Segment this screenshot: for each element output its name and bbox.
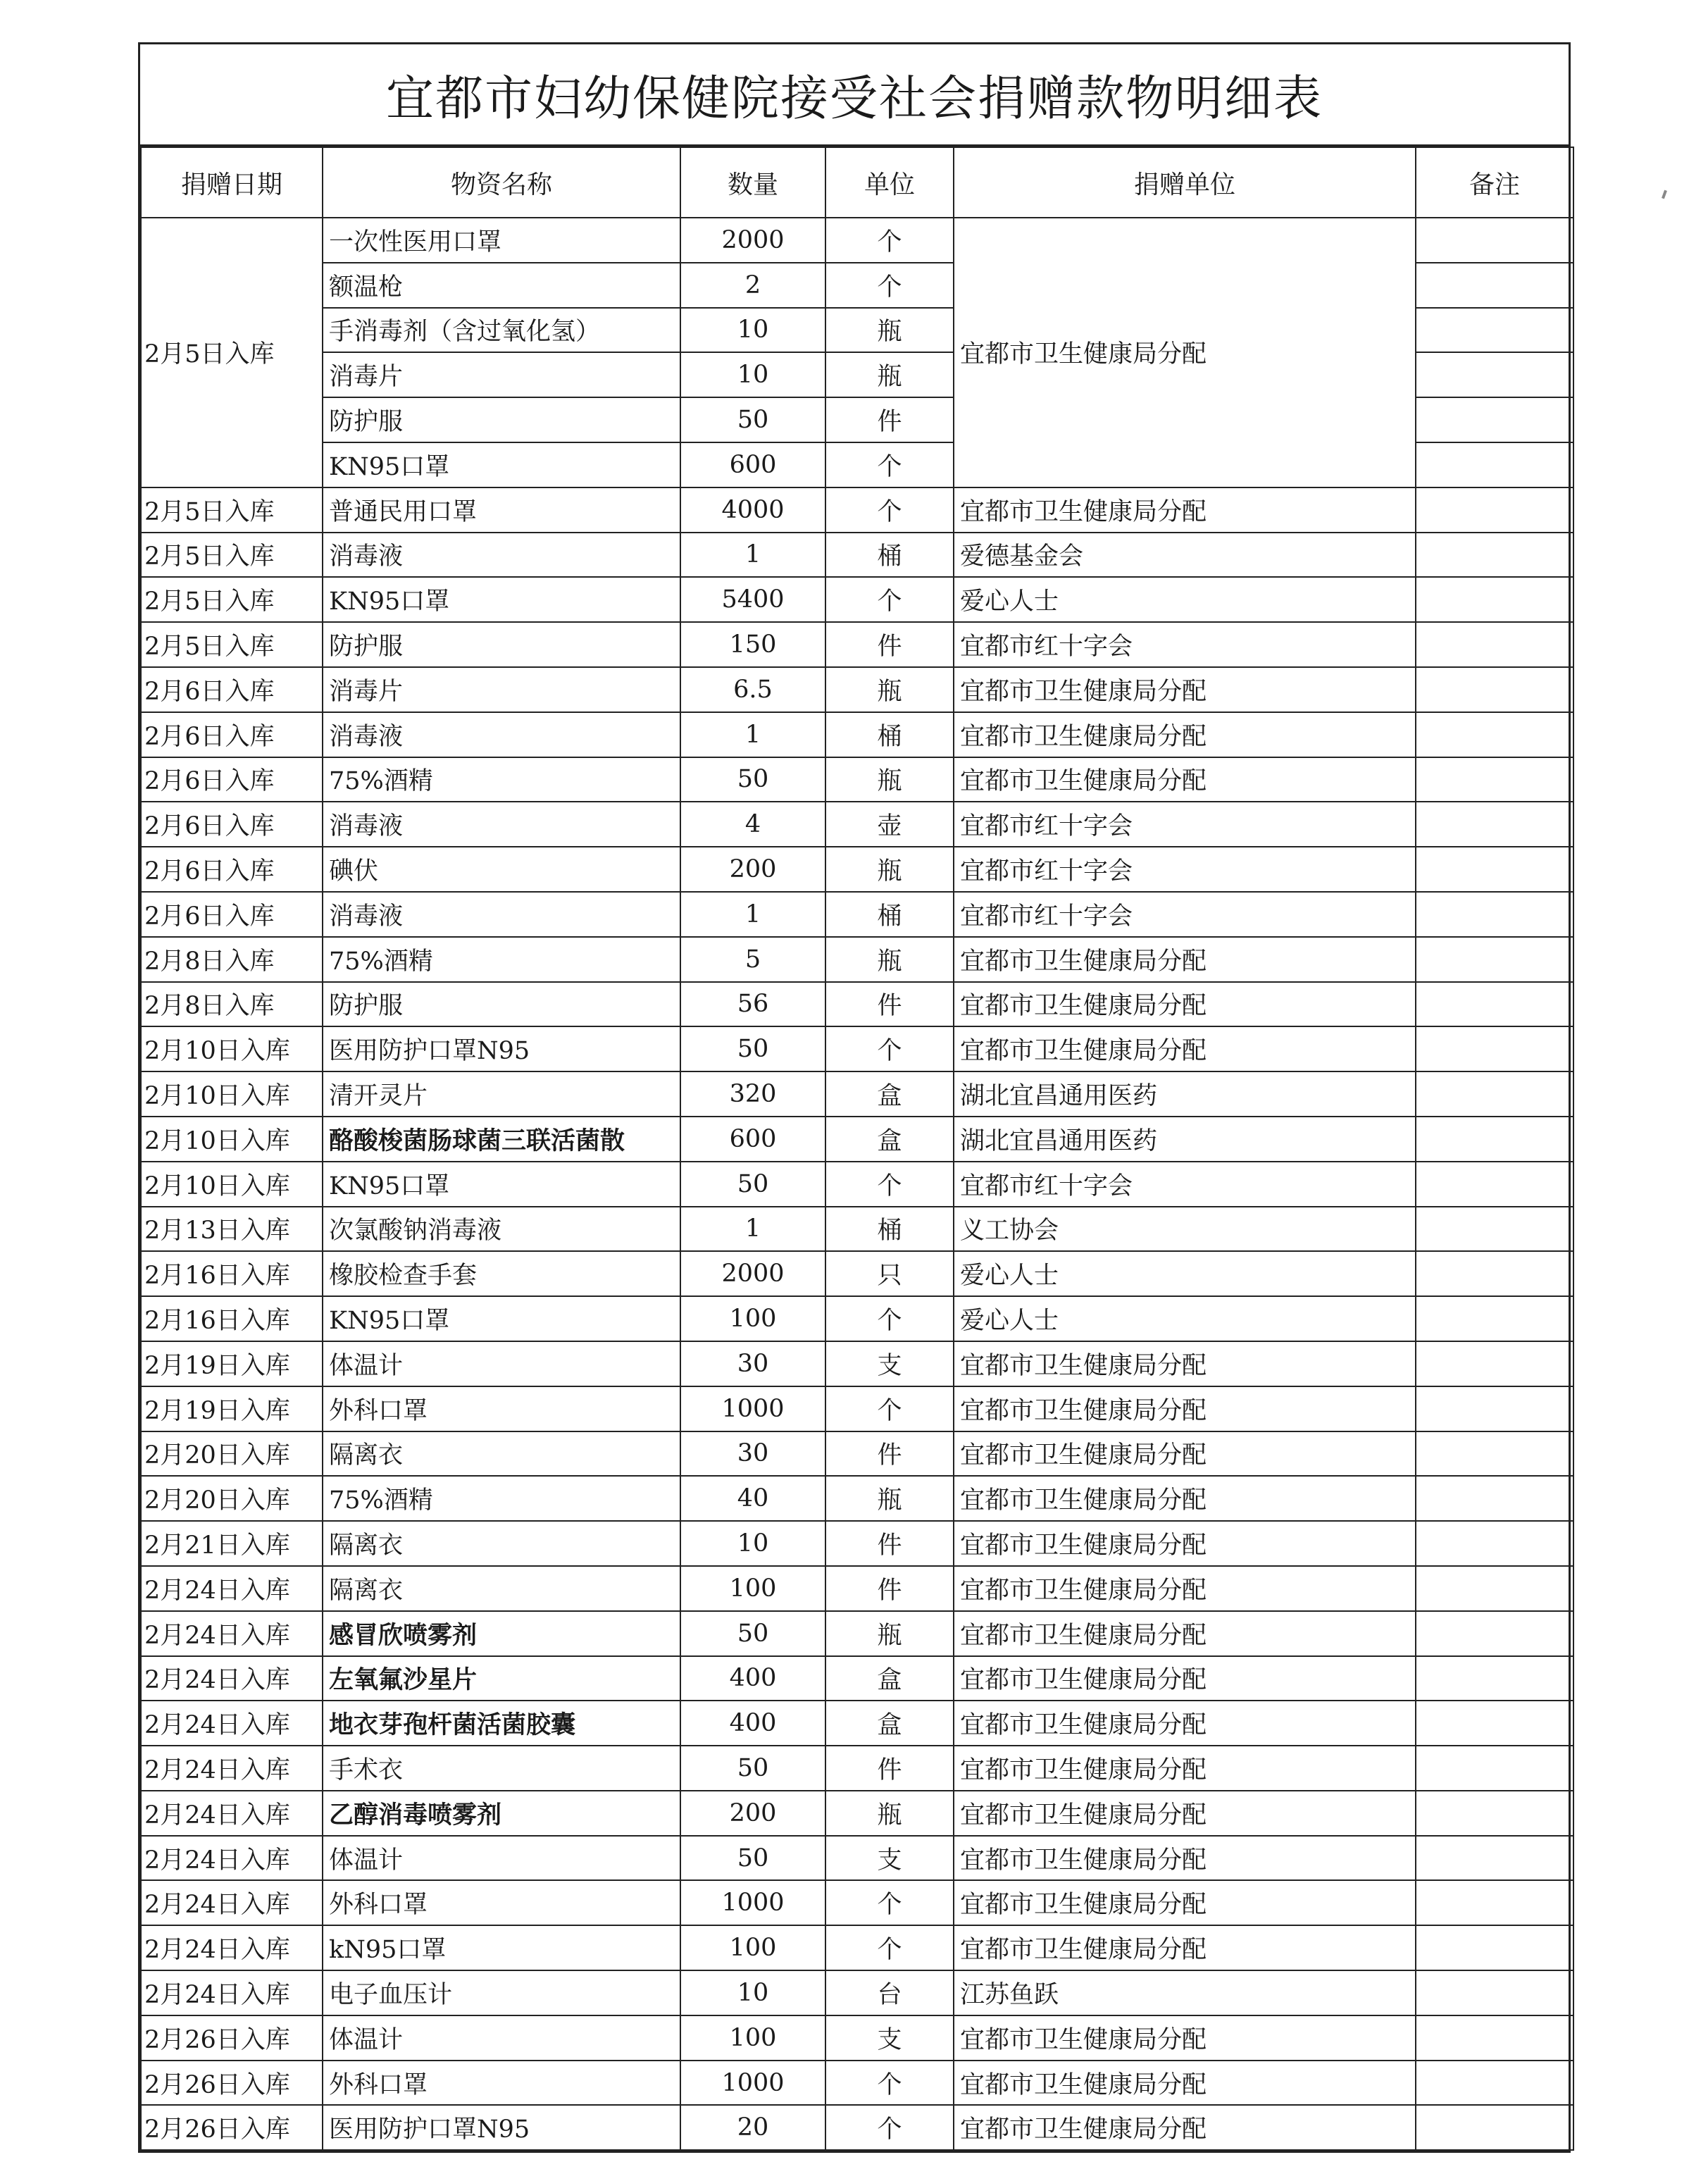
- item-unit: 盒: [825, 1071, 954, 1117]
- remark-cell: [1416, 892, 1573, 937]
- item-qty: 6.5: [680, 667, 825, 712]
- item-qty: 600: [680, 442, 825, 487]
- item-qty: 50: [680, 1162, 825, 1207]
- donor-name: 宜都市卫生健康局分配: [954, 1521, 1416, 1566]
- header-date: 捐赠日期: [141, 147, 323, 218]
- item-unit: 支: [825, 1836, 954, 1881]
- item-qty: 50: [680, 1611, 825, 1656]
- donor-name: 宜都市红十字会: [954, 847, 1416, 892]
- item-unit: 瓶: [825, 352, 954, 397]
- donor-name: 爱心人士: [954, 1251, 1416, 1296]
- donor-name: 宜都市红十字会: [954, 1162, 1416, 1207]
- item-name: 消毒液: [323, 712, 680, 757]
- table-row: [141, 1296, 1573, 1341]
- item-unit: 件: [825, 622, 954, 667]
- remark-cell: [1416, 2015, 1573, 2061]
- item-name: 体温计: [323, 2015, 680, 2061]
- item-unit: 件: [825, 1431, 954, 1477]
- donor-name: 宜都市卫生健康局分配: [954, 1791, 1416, 1836]
- item-qty: 100: [680, 1296, 825, 1341]
- row-date: 2月24日入库: [141, 1880, 323, 1925]
- row-date: 2月24日入库: [141, 1656, 323, 1701]
- table-row: [141, 1162, 1573, 1207]
- item-name: 防护服: [323, 982, 680, 1027]
- item-unit: 桶: [825, 533, 954, 578]
- item-name: 酪酸梭菌肠球菌三联活菌散: [323, 1117, 680, 1162]
- table-row: [141, 1431, 1573, 1477]
- item-unit: 瓶: [825, 847, 954, 892]
- item-unit: 桶: [825, 1207, 954, 1252]
- row-date: 2月6日入库: [141, 892, 323, 937]
- table-row: [141, 757, 1573, 802]
- row-date: 2月10日入库: [141, 1071, 323, 1117]
- row-date: 2月20日入库: [141, 1476, 323, 1521]
- item-name: 乙醇消毒喷雾剂: [323, 1791, 680, 1836]
- donor-name: 宜都市卫生健康局分配: [954, 1656, 1416, 1701]
- item-qty: 320: [680, 1071, 825, 1117]
- remark-cell: [1416, 1431, 1573, 1477]
- remark-cell: [1416, 308, 1573, 353]
- table-row: [141, 1341, 1573, 1386]
- scan-speck: [1662, 190, 1667, 199]
- item-qty: 56: [680, 982, 825, 1027]
- table-row: [141, 1207, 1573, 1252]
- donor-name: 宜都市卫生健康局分配: [954, 1431, 1416, 1477]
- item-qty: 1: [680, 533, 825, 578]
- remark-cell: [1416, 1701, 1573, 1746]
- group-donor: 宜都市卫生健康局分配: [954, 218, 1416, 487]
- donor-name: 宜都市卫生健康局分配: [954, 1476, 1416, 1521]
- item-qty: 10: [680, 352, 825, 397]
- remark-cell: [1416, 1071, 1573, 1117]
- donor-name: 宜都市卫生健康局分配: [954, 1611, 1416, 1656]
- table-row: [141, 1476, 1573, 1521]
- donor-name: 宜都市卫生健康局分配: [954, 1701, 1416, 1746]
- item-name: 隔离衣: [323, 1431, 680, 1477]
- item-name: 防护服: [323, 622, 680, 667]
- item-name: 消毒片: [323, 667, 680, 712]
- remark-cell: [1416, 2105, 1573, 2150]
- remark-cell: [1416, 1836, 1573, 1881]
- table-row: [141, 1880, 1573, 1925]
- item-qty: 10: [680, 1521, 825, 1566]
- item-name: 隔离衣: [323, 1566, 680, 1611]
- item-qty: 20: [680, 2105, 825, 2150]
- item-name: 消毒片: [323, 352, 680, 397]
- item-name: 清开灵片: [323, 1071, 680, 1117]
- item-unit: 个: [825, 2105, 954, 2150]
- item-qty: 50: [680, 1026, 825, 1071]
- remark-cell: [1416, 847, 1573, 892]
- item-qty: 400: [680, 1656, 825, 1701]
- item-name: 左氧氟沙星片: [323, 1656, 680, 1701]
- remark-cell: [1416, 1341, 1573, 1386]
- item-unit: 个: [825, 218, 954, 263]
- item-qty: 5: [680, 937, 825, 982]
- table-row: [141, 1836, 1573, 1881]
- table-row: [141, 1925, 1573, 1970]
- remark-cell: [1416, 1791, 1573, 1836]
- item-qty: 10: [680, 1970, 825, 2015]
- remark-cell: [1416, 802, 1573, 847]
- row-date: 2月6日入库: [141, 667, 323, 712]
- header-donor: 捐赠单位: [954, 147, 1416, 218]
- row-date: 2月5日入库: [141, 622, 323, 667]
- row-date: 2月26日入库: [141, 2105, 323, 2150]
- remark-cell: [1416, 1162, 1573, 1207]
- donor-name: 宜都市卫生健康局分配: [954, 1880, 1416, 1925]
- item-qty: 30: [680, 1431, 825, 1477]
- donor-name: 宜都市卫生健康局分配: [954, 2105, 1416, 2150]
- row-date: 2月24日入库: [141, 1701, 323, 1746]
- item-name: 外科口罩: [323, 1386, 680, 1431]
- item-unit: 件: [825, 982, 954, 1027]
- row-date: 2月21日入库: [141, 1521, 323, 1566]
- table-row: [141, 712, 1573, 757]
- item-unit: 盒: [825, 1701, 954, 1746]
- remark-cell: [1416, 1251, 1573, 1296]
- remark-cell: [1416, 1611, 1573, 1656]
- remark-cell: [1416, 937, 1573, 982]
- remark-cell: [1416, 1925, 1573, 1970]
- item-qty: 200: [680, 1791, 825, 1836]
- row-date: 2月24日入库: [141, 1836, 323, 1881]
- table-row: [141, 1746, 1573, 1791]
- donor-name: 宜都市卫生健康局分配: [954, 667, 1416, 712]
- row-date: 2月16日入库: [141, 1296, 323, 1341]
- donor-name: 宜都市卫生健康局分配: [954, 1026, 1416, 1071]
- item-unit: 件: [825, 1566, 954, 1611]
- row-date: 2月8日入库: [141, 982, 323, 1027]
- item-name: 消毒液: [323, 802, 680, 847]
- table-row: [141, 1566, 1573, 1611]
- item-qty: 40: [680, 1476, 825, 1521]
- donor-name: 宜都市卫生健康局分配: [954, 757, 1416, 802]
- table-row: [141, 1611, 1573, 1656]
- remark-cell: [1416, 1207, 1573, 1252]
- remark-cell: [1416, 1476, 1573, 1521]
- item-unit: 个: [825, 1296, 954, 1341]
- item-qty: 4: [680, 802, 825, 847]
- donor-name: 宜都市卫生健康局分配: [954, 487, 1416, 533]
- remark-cell: [1416, 533, 1573, 578]
- item-qty: 2000: [680, 218, 825, 263]
- remark-cell: [1416, 757, 1573, 802]
- item-name: 额温枪: [323, 263, 680, 308]
- item-unit: 个: [825, 1880, 954, 1925]
- remark-cell: [1416, 352, 1573, 397]
- item-qty: 200: [680, 847, 825, 892]
- item-unit: 桶: [825, 712, 954, 757]
- item-unit: 盒: [825, 1117, 954, 1162]
- item-name: KN95口罩: [323, 1162, 680, 1207]
- remark-cell: [1416, 1026, 1573, 1071]
- item-name: 75%酒精: [323, 1476, 680, 1521]
- item-unit: 瓶: [825, 937, 954, 982]
- row-date: 2月24日入库: [141, 1746, 323, 1791]
- remark-cell: [1416, 667, 1573, 712]
- remark-cell: [1416, 1117, 1573, 1162]
- remark-cell: [1416, 2061, 1573, 2106]
- donor-name: 宜都市卫生健康局分配: [954, 2061, 1416, 2106]
- item-name: 消毒液: [323, 533, 680, 578]
- item-unit: 瓶: [825, 667, 954, 712]
- item-name: 医用防护口罩N95: [323, 2105, 680, 2150]
- table-row: [141, 1521, 1573, 1566]
- item-unit: 支: [825, 2015, 954, 2061]
- row-date: 2月24日入库: [141, 1611, 323, 1656]
- remark-cell: [1416, 577, 1573, 622]
- item-name: 外科口罩: [323, 1880, 680, 1925]
- item-name: 手消毒剂（含过氧化氢）: [323, 308, 680, 353]
- donor-name: 宜都市卫生健康局分配: [954, 937, 1416, 982]
- donor-name: 宜都市卫生健康局分配: [954, 982, 1416, 1027]
- row-date: 2月24日入库: [141, 1925, 323, 1970]
- item-name: 一次性医用口罩: [323, 218, 680, 263]
- item-unit: 个: [825, 1386, 954, 1431]
- donor-name: 宜都市卫生健康局分配: [954, 1386, 1416, 1431]
- remark-cell: [1416, 1296, 1573, 1341]
- row-date: 2月5日入库: [141, 533, 323, 578]
- item-unit: 个: [825, 1162, 954, 1207]
- donor-name: 湖北宜昌通用医药: [954, 1117, 1416, 1162]
- donor-name: 爱心人士: [954, 577, 1416, 622]
- remark-cell: [1416, 397, 1573, 442]
- item-qty: 1: [680, 1207, 825, 1252]
- remark-cell: [1416, 1566, 1573, 1611]
- item-name: kN95口罩: [323, 1925, 680, 1970]
- item-name: 消毒液: [323, 892, 680, 937]
- item-qty: 150: [680, 622, 825, 667]
- item-qty: 50: [680, 1836, 825, 1881]
- item-name: 感冒欣喷雾剂: [323, 1611, 680, 1656]
- item-name: 隔离衣: [323, 1521, 680, 1566]
- item-name: 手术衣: [323, 1746, 680, 1791]
- item-name: 碘伏: [323, 847, 680, 892]
- item-unit: 瓶: [825, 1611, 954, 1656]
- item-qty: 5400: [680, 577, 825, 622]
- row-date: 2月10日入库: [141, 1026, 323, 1071]
- row-date: 2月19日入库: [141, 1341, 323, 1386]
- row-date: 2月24日入库: [141, 1791, 323, 1836]
- item-name: 体温计: [323, 1836, 680, 1881]
- item-qty: 1000: [680, 2061, 825, 2106]
- item-qty: 100: [680, 1566, 825, 1611]
- table-row: [141, 2105, 1573, 2150]
- row-date: 2月24日入库: [141, 1970, 323, 2015]
- donation-table: [140, 147, 1574, 2151]
- row-date: 2月26日入库: [141, 2061, 323, 2106]
- page-title: 宜都市妇幼保健院接受社会捐赠款物明细表: [140, 44, 1569, 147]
- remark-cell: [1416, 1970, 1573, 2015]
- remark-cell: [1416, 1880, 1573, 1925]
- item-qty: 10: [680, 308, 825, 353]
- item-unit: 瓶: [825, 1476, 954, 1521]
- remark-cell: [1416, 712, 1573, 757]
- donor-name: 宜都市卫生健康局分配: [954, 2015, 1416, 2061]
- donation-sheet: [138, 42, 1571, 2153]
- item-unit: 只: [825, 1251, 954, 1296]
- row-date: 2月13日入库: [141, 1207, 323, 1252]
- item-name: 75%酒精: [323, 757, 680, 802]
- item-qty: 50: [680, 757, 825, 802]
- item-unit: 件: [825, 397, 954, 442]
- item-unit: 支: [825, 1341, 954, 1386]
- item-name: KN95口罩: [323, 577, 680, 622]
- group-date: 2月5日入库: [141, 218, 323, 487]
- donor-name: 湖北宜昌通用医药: [954, 1071, 1416, 1117]
- item-qty: 30: [680, 1341, 825, 1386]
- item-unit: 件: [825, 1521, 954, 1566]
- item-name: 体温计: [323, 1341, 680, 1386]
- donor-name: 宜都市卫生健康局分配: [954, 1836, 1416, 1881]
- item-unit: 个: [825, 1925, 954, 1970]
- item-name: 外科口罩: [323, 2061, 680, 2106]
- header-item: 物资名称: [323, 147, 680, 218]
- remark-cell: [1416, 263, 1573, 308]
- item-name: KN95口罩: [323, 442, 680, 487]
- header-qty: 数量: [680, 147, 825, 218]
- row-date: 2月6日入库: [141, 712, 323, 757]
- item-unit: 台: [825, 1970, 954, 2015]
- item-name: 普通民用口罩: [323, 487, 680, 533]
- table-row: [141, 1791, 1573, 1836]
- row-date: 2月6日入库: [141, 757, 323, 802]
- donor-name: 宜都市卫生健康局分配: [954, 712, 1416, 757]
- table-row: [141, 1701, 1573, 1746]
- remark-cell: [1416, 442, 1573, 487]
- remark-cell: [1416, 1386, 1573, 1431]
- item-qty: 100: [680, 2015, 825, 2061]
- item-unit: 瓶: [825, 757, 954, 802]
- table-row: [141, 218, 1573, 263]
- donor-name: 宜都市红十字会: [954, 622, 1416, 667]
- item-qty: 1000: [680, 1386, 825, 1431]
- row-date: 2月26日入库: [141, 2015, 323, 2061]
- table-row: [141, 1656, 1573, 1701]
- table-row: [141, 667, 1573, 712]
- donor-name: 宜都市红十字会: [954, 892, 1416, 937]
- item-name: 地衣芽孢杆菌活菌胶囊: [323, 1701, 680, 1746]
- table-row: [141, 2061, 1573, 2106]
- item-qty: 2: [680, 263, 825, 308]
- table-body: [141, 218, 1573, 2150]
- item-unit: 瓶: [825, 1791, 954, 1836]
- remark-cell: [1416, 1746, 1573, 1791]
- item-unit: 个: [825, 577, 954, 622]
- item-qty: 600: [680, 1117, 825, 1162]
- item-qty: 1000: [680, 1880, 825, 1925]
- item-unit: 个: [825, 442, 954, 487]
- table-row: [141, 577, 1573, 622]
- table-row: [141, 487, 1573, 533]
- table-row: [141, 847, 1573, 892]
- item-name: 防护服: [323, 397, 680, 442]
- item-qty: 1: [680, 712, 825, 757]
- item-qty: 1: [680, 892, 825, 937]
- donor-name: 宜都市卫生健康局分配: [954, 1925, 1416, 1970]
- item-qty: 400: [680, 1701, 825, 1746]
- row-date: 2月16日入库: [141, 1251, 323, 1296]
- remark-cell: [1416, 218, 1573, 263]
- table-row: [141, 533, 1573, 578]
- row-date: 2月20日入库: [141, 1431, 323, 1477]
- item-name: 75%酒精: [323, 937, 680, 982]
- remark-cell: [1416, 622, 1573, 667]
- table-row: [141, 1117, 1573, 1162]
- table-row: [141, 1026, 1573, 1071]
- donor-name: 宜都市红十字会: [954, 802, 1416, 847]
- row-date: 2月8日入库: [141, 937, 323, 982]
- donor-name: 宜都市卫生健康局分配: [954, 1746, 1416, 1791]
- item-qty: 100: [680, 1925, 825, 1970]
- table-row: [141, 802, 1573, 847]
- item-unit: 个: [825, 263, 954, 308]
- item-unit: 桶: [825, 892, 954, 937]
- header-row: [141, 147, 1573, 218]
- row-date: 2月10日入库: [141, 1117, 323, 1162]
- table-row: [141, 2015, 1573, 2061]
- table-row: [141, 622, 1573, 667]
- donor-name: 爱德基金会: [954, 533, 1416, 578]
- table-row: [141, 982, 1573, 1027]
- table-row: [141, 1386, 1573, 1431]
- donor-name: 宜都市卫生健康局分配: [954, 1341, 1416, 1386]
- item-unit: 个: [825, 1026, 954, 1071]
- item-qty: 2000: [680, 1251, 825, 1296]
- remark-cell: [1416, 982, 1573, 1027]
- row-date: 2月6日入库: [141, 847, 323, 892]
- row-date: 2月5日入库: [141, 577, 323, 622]
- donor-name: 爱心人士: [954, 1296, 1416, 1341]
- item-unit: 个: [825, 2061, 954, 2106]
- item-name: 橡胶检查手套: [323, 1251, 680, 1296]
- table-row: [141, 1970, 1573, 2015]
- row-date: 2月24日入库: [141, 1566, 323, 1611]
- item-qty: 4000: [680, 487, 825, 533]
- row-date: 2月6日入库: [141, 802, 323, 847]
- remark-cell: [1416, 487, 1573, 533]
- item-unit: 壶: [825, 802, 954, 847]
- item-name: KN95口罩: [323, 1296, 680, 1341]
- item-unit: 瓶: [825, 308, 954, 353]
- donor-name: 义工协会: [954, 1207, 1416, 1252]
- item-name: 医用防护口罩N95: [323, 1026, 680, 1071]
- row-date: 2月5日入库: [141, 487, 323, 533]
- item-qty: 50: [680, 397, 825, 442]
- table-row: [141, 1251, 1573, 1296]
- header-unit: 单位: [825, 147, 954, 218]
- table-row: [141, 937, 1573, 982]
- item-qty: 50: [680, 1746, 825, 1791]
- item-unit: 个: [825, 487, 954, 533]
- remark-cell: [1416, 1656, 1573, 1701]
- row-date: 2月19日入库: [141, 1386, 323, 1431]
- table-row: [141, 892, 1573, 937]
- item-name: 次氯酸钠消毒液: [323, 1207, 680, 1252]
- donor-name: 江苏鱼跃: [954, 1970, 1416, 2015]
- header-remark: 备注: [1416, 147, 1573, 218]
- item-unit: 盒: [825, 1656, 954, 1701]
- table-row: [141, 1071, 1573, 1117]
- row-date: 2月10日入库: [141, 1162, 323, 1207]
- remark-cell: [1416, 1521, 1573, 1566]
- item-unit: 件: [825, 1746, 954, 1791]
- item-name: 电子血压计: [323, 1970, 680, 2015]
- donor-name: 宜都市卫生健康局分配: [954, 1566, 1416, 1611]
